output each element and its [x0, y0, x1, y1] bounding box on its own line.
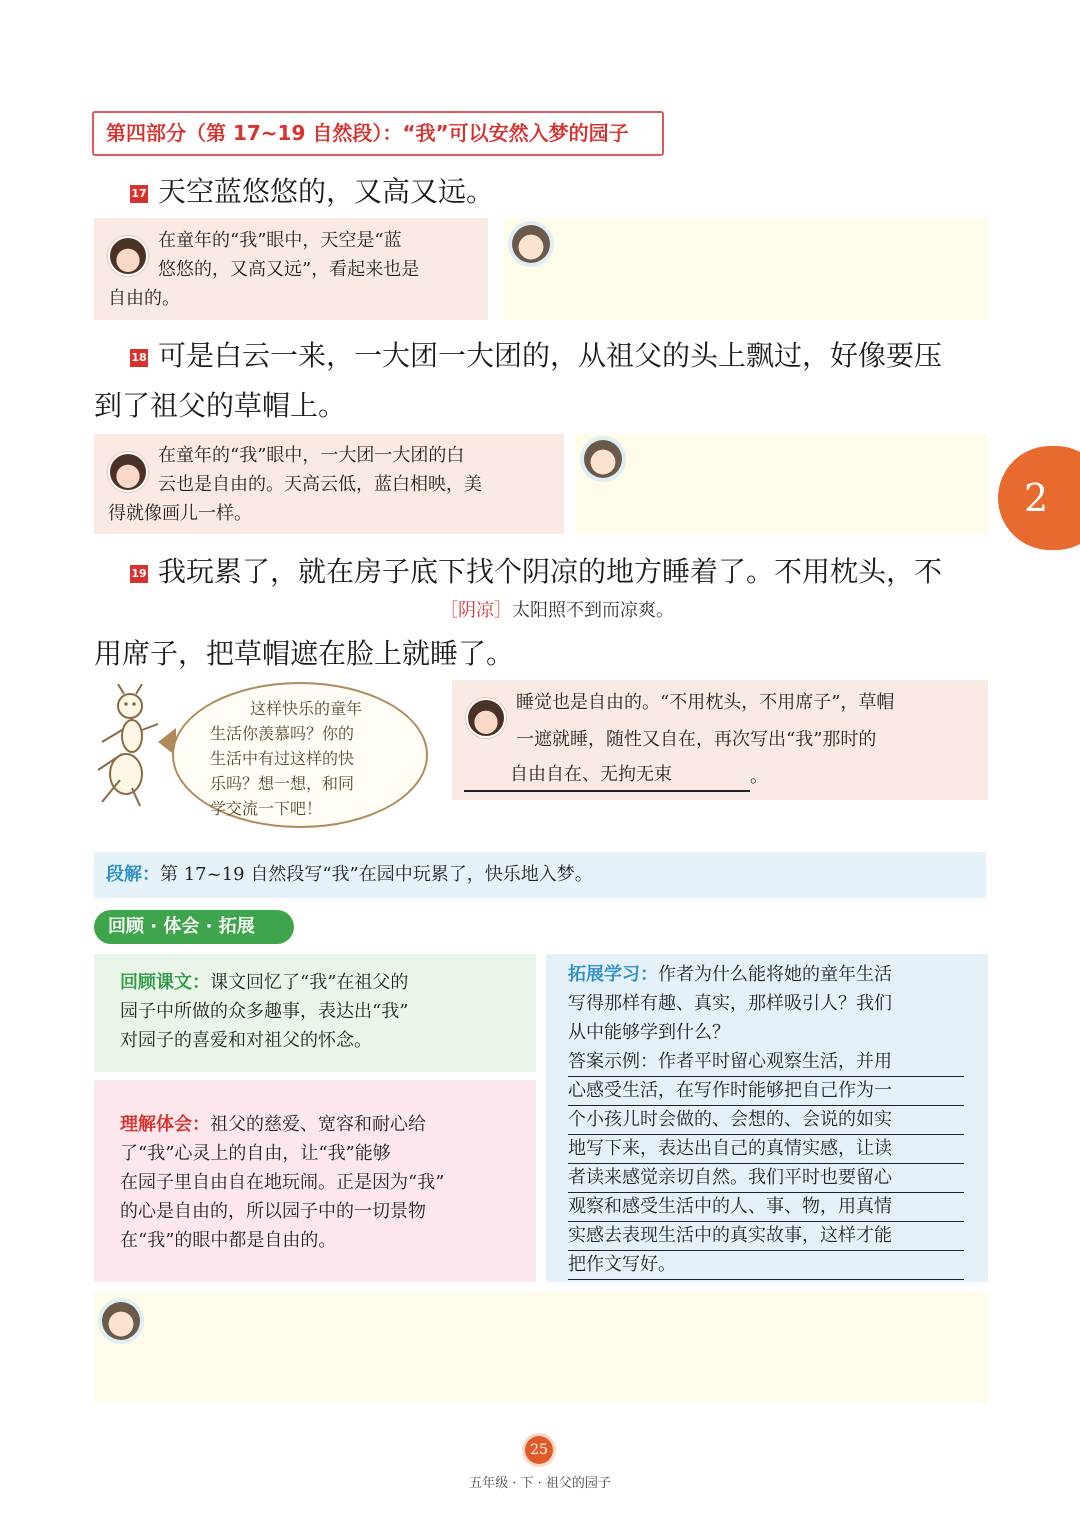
page-number: 25 — [525, 1436, 553, 1464]
note-line: 悠悠的，又高又远”，看起来也是 — [158, 259, 420, 280]
extend-line: 从中能够学到什么？ — [568, 1022, 730, 1043]
bubble-line: 生活你羡慕吗？你的 — [210, 724, 355, 743]
extend-answer-line: 地写下来，表达出自己的真情实感，让读 — [568, 1134, 964, 1164]
bubble-line: 这样快乐的童年 — [250, 699, 363, 718]
understand-text: 祖父的慈爱、宽容和耐心给 — [210, 1114, 426, 1135]
paragraph-17 — [130, 168, 494, 216]
review-line — [120, 968, 408, 997]
understand-line: 了“我”心灵上的自由，让“我”能够 — [120, 1143, 391, 1164]
paragraph-line: 我玩累了，就在房子底下找个阴凉的地方睡着了。不用枕头，不 — [158, 555, 943, 588]
extend-line — [568, 960, 892, 989]
extend-answer-line: 心感受生活，在写作时能够把自己作为一 — [568, 1076, 964, 1106]
note-line: 睡觉也是自由的。“不用枕头，不用席子”，草帽 — [516, 692, 895, 713]
extend-answer-line: 实感去表现生活中的真实故事，这样才能 — [568, 1221, 964, 1251]
gloss-definition: 太阳照不到而凉爽。 — [512, 600, 674, 621]
understand-line: 的心是自由的，所以园子中的一切景物 — [120, 1201, 426, 1222]
review-line: 园子中所做的众多趣事，表达出“我” — [120, 1001, 409, 1022]
paragraph-line: 用席子，把草帽遮在脸上就睡了。 — [94, 637, 515, 670]
blank-note-area — [504, 218, 988, 320]
understand-line — [120, 1110, 426, 1139]
note-line: 在童年的“我”眼中，一大团一大团的白 — [158, 445, 465, 466]
paragraph-18 — [130, 332, 942, 380]
review-line: 对园子的喜爱和对祖父的怀念。 — [120, 1030, 372, 1051]
girl-avatar-icon — [108, 236, 148, 276]
understand-line: 在园子里自由自在地玩闹。正是因为“我” — [120, 1172, 445, 1193]
girl-avatar-icon — [108, 452, 148, 492]
paragraph-line: 天空蓝悠悠的，又高又远。 — [158, 175, 495, 208]
extend-answer-line: 观察和感受生活中的人、事、物，用真情 — [568, 1192, 964, 1222]
extend-label: 拓展学习： — [568, 964, 658, 985]
paragraph-line: 可是白云一来，一大团一大团的，从祖父的头上飘过，好像要压 — [158, 339, 943, 372]
boy-avatar-icon — [512, 225, 550, 263]
paragraph-number: 18 — [130, 349, 148, 367]
blank-note-area — [576, 434, 988, 534]
section-header: 第四部分（第 17~19 自然段）：“我”可以安然入梦的园子 — [92, 111, 664, 156]
bubble-line: 学交流一下吧！ — [210, 799, 323, 818]
bubble-line: 生活中有过这样的快 — [210, 749, 355, 768]
review-text: 课文回忆了“我”在祖父的 — [210, 972, 409, 993]
paragraph-19 — [130, 548, 942, 596]
summary-label: 段解： — [106, 864, 160, 885]
chapter-tab: 2 — [998, 446, 1080, 550]
note-answer: 自由自在、无拘无束 — [510, 764, 672, 785]
bubble-line: 乐吗？想一想，和同 — [210, 774, 355, 793]
summary-text: 第 17~19 自然段写“我”在园中玩累了，快乐地入梦。 — [160, 864, 593, 885]
note-line: 在童年的“我”眼中，天空是“蓝 — [158, 230, 402, 251]
note-line: 得就像画儿一样。 — [108, 503, 252, 524]
understand-line: 在“我”的眼中都是自由的。 — [120, 1230, 337, 1251]
extend-line: 写得那样有趣、真实，那样吸引人？我们 — [568, 993, 892, 1014]
review-section-tag: 回顾 · 体会 · 拓展 — [94, 910, 294, 944]
page-footer: 五年级 · 下 · 祖父的园子 — [469, 1476, 611, 1491]
note-line: 。 — [750, 766, 768, 787]
extend-answer-line: 答案示例：作者平时留心观察生活，并用 — [568, 1047, 964, 1077]
extend-answer-line: 者读来感觉亲切自然。我们平时也要留心 — [568, 1163, 964, 1193]
understand-label: 理解体会： — [120, 1114, 210, 1135]
note-line: 云也是自由的。天高云低，蓝白相映，美 — [158, 474, 482, 495]
extend-answer-line: 个小孩儿时会做的、会想的、会说的如实 — [568, 1105, 964, 1135]
paragraph-number: 17 — [130, 185, 148, 203]
extend-answer-line: 把作文写好。 — [568, 1250, 964, 1280]
note-line: 自由的。 — [108, 288, 180, 309]
blank-note-area — [94, 1292, 988, 1402]
paragraph-number: 19 — [130, 565, 148, 583]
boy-avatar-icon — [584, 440, 622, 478]
word-gloss — [440, 596, 674, 622]
gloss-term: ［阴凉］ — [440, 600, 512, 621]
paragraph-summary — [94, 852, 986, 898]
note-line: 一遮就睡，随性又自在，再次写出“我”那时的 — [516, 729, 877, 750]
review-label: 回顾课文： — [120, 972, 210, 993]
girl-avatar-icon — [466, 698, 506, 738]
paragraph-line: 到了祖父的草帽上。 — [94, 389, 347, 422]
ant-cartoon-icon — [92, 684, 168, 808]
boy-avatar-icon — [102, 1302, 140, 1340]
extend-text: 作者为什么能将她的童年生活 — [658, 964, 892, 985]
